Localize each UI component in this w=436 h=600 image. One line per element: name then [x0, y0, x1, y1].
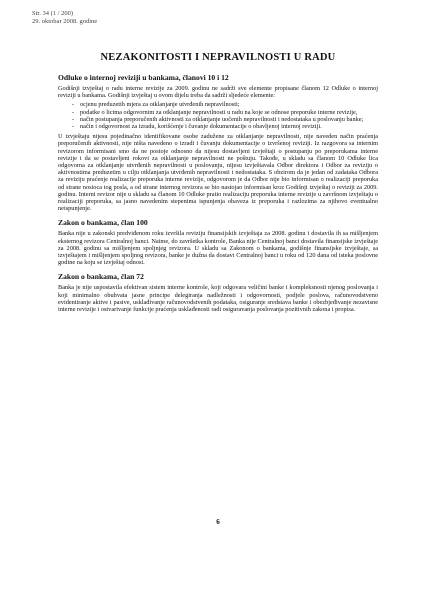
requirements-list	[58, 101, 378, 130]
list-item: - podatke o licima odgovornim za otklanjanje nepravilnosti u radu na koje se odnose preporuke interne revizije,	[72, 109, 378, 116]
section-heading: Zakon o bankama, član 100	[58, 218, 148, 228]
section-body: Banka je nije uspostavila efektivan sistem interne kontrole, koji odgovara veličini banke i kompleksnosti njenog poslovanja i koji minimalno obuhvata jasne principe delegiranja nadležnosti i odgovornosti, podjele poslova, računovodstveno evidentiranje aktive i pasive, usklađivanje računovodstvenih podataka, osiguranje sredstava banke i obezbjeđivanje nezavisne interne revizije i ostvarivanje funkcije praćenja usklađenosti radi osiguravanja poslovanja pozitivnih zakona i propisa.	[58, 284, 378, 314]
section-banking-law-100	[58, 218, 378, 266]
section-body: U izvještaju nijesu pojedinačno identifikovane osobe zadužene za otklanjanje nepravilnosti, nije naveden način praćenja preporučenih aktivnosti, nije ništa navedeno o izradi i čuvanju dokumentacije o izvršenoj reviziji. Iz razgovora sa internim revizorom informisani smo da ne postoje odnosno da nijesu dostavljeni izvještaji o postupanju po preporukama interne revizije i da se postavljeni rokovi za otklanjanje nepravilnosti ne poštuju. Takođe, u skladu sa članom 10 Odluke lica odgovorna za otklanjanje utvrđenih nepravilnosti u poslovanju, nijesu izvještavala Odbor direktora i Odbor za reviziju o aktivnostima preduzetim u cilju otklanjanja utvrđenih nepravilnosti i nedostataka. S obzirom da je jedan od zadataka Odbora za reviziju praćenje realizacije preporuka interne revizije, odgovorom je da Odbor nije bio informisan o realizaciji preporuka od strane nosioca tog posla, a od strane internog revizora se bio nastojao informisan kroz Godišnji izvještaj o reviziji za 2009. godinu. Interni revizor nije u skladu sa članom 10 Odluke pratio realizaciju preporuka interne revizije u završnom izvještaju o realizaciji preporuka, sa jasno navedenim stepenima ispunjenja obaveza iz preporuka i razlozima za njihovo eventualno neispunjenje.	[58, 133, 378, 213]
list-item: - ocjenu preduzetih mjera za otklanjanje utvrđenih nepravilnosti;	[72, 101, 378, 108]
header-line-2: 29. oktobar 2008. godine	[32, 18, 98, 25]
page-title: NEZAKONITOSTI I NEPRAVILNOSTI U RADU	[100, 52, 336, 63]
section-intro: Godišnji izvještaj o radu interne revizije za 2009. godinu ne sadrži sve elemente propisane članom 12 Odluke o internoj reviziji u bankama. Godišnji izvještaj u ovom dijelu treba da sadrži sljedeće elemente:	[58, 85, 378, 100]
section-heading: Zakon o bankama, član 72	[58, 272, 144, 282]
document-header	[32, 10, 378, 26]
section-body: Banka nije u zakonski predviđenom roku izvršila reviziju finansijskih izvještaja za 2008. godinu i dostavila ih sa mišljenjem eksternog revizora Centralnoj banci. Naime, do završetka kontrole, Banka nije Centralnoj banci dostavila finansijske izvještaje za 2008. godinu sa mišljenjem spoljnjeg revizora. U skladu sa Zakonom o bankama, godišnje finansijske izvještaje, sa izvještajem i mišljenjem spoljnog revizora, banke je dužna da dostavi Centralnoj banci u roku od 120 dana od isteka poslovne godine na koju se izvještaj odnosi.	[58, 230, 378, 267]
section-internal-audit	[58, 73, 378, 212]
section-heading: Odluke o internoj reviziji u bankama, članovi 10 i 12	[58, 73, 229, 82]
section-banking-law-72	[58, 272, 378, 313]
page-number: 6	[216, 518, 220, 526]
header-line-1: Str. 34 (1 / 200)	[32, 10, 73, 17]
list-item: - način i odgovornost za izradu, korišćenje i čuvanje dokumentacije o obavljenoj internoj reviziji.	[72, 123, 378, 130]
list-item: - način postupanja preporučenih aktivnosti za otklanjanje uočenih nepravilnosti i nedostataka u poslovanju banke;	[72, 116, 378, 123]
